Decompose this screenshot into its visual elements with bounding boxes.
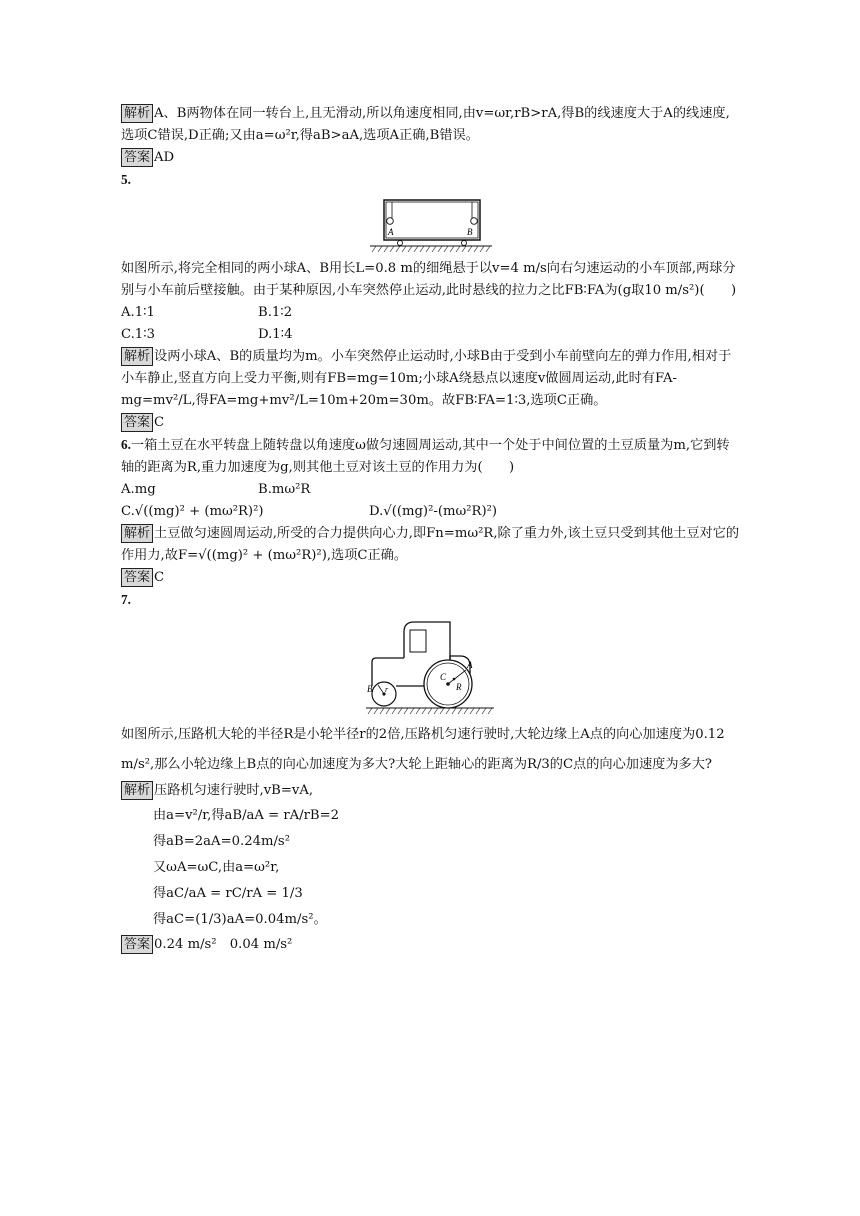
q6-analysis [121, 523, 741, 567]
q6-stem: 一箱土豆在水平转盘上随转盘以角速度ω做匀速圆周运动,其中一个处于中间位置的土豆质量为m,它到转轴的距离为R,重力加速度为g,则其他土豆对该土豆的作用力为( ) [121, 438, 730, 475]
analysis-tag: 解析 [121, 781, 153, 800]
q5-answer [121, 412, 741, 434]
q5-answer-text: C [154, 415, 165, 430]
cart-diagram [366, 196, 496, 254]
roller-label-b: B [367, 684, 373, 694]
analysis-tag: 解析 [121, 524, 153, 543]
q6-options-row2 [121, 501, 741, 523]
roller-label-c: C [440, 672, 447, 682]
analysis-tag: 解析 [121, 347, 153, 366]
q7-analysis [121, 780, 741, 802]
roller-diagram [366, 616, 496, 716]
q5-number: 5. [121, 172, 131, 187]
q7-step-1: 由a=v²/r,得aB/aA = rA/rB=2 [153, 808, 340, 823]
q5-analysis [121, 346, 741, 412]
q6-text [121, 434, 741, 479]
q7-step-4: 得aC/aA = rC/rA = 1/3 [153, 886, 303, 901]
q6-option-d: D.√((mg)²-(mω²R)²) [369, 504, 498, 519]
q7-answer-text: 0.24 m/s² 0.04 m/s² [154, 937, 293, 952]
q6-options-row1 [121, 479, 741, 501]
cart-label-b: B [467, 227, 473, 237]
roller-label-big-r: R [456, 682, 462, 692]
q5-option-a: A.1∶1 [121, 305, 155, 320]
q5-options-row2 [121, 324, 741, 346]
ball-a [387, 218, 394, 225]
q4-analysis [121, 103, 741, 147]
q5-text: 如图所示,将完全相同的两小球A、B用长L=0.8 m的细绳悬于以v=4 m/s向右匀速运动的小车顶部,两球分别与小车前后壁接触。由于某种原因,小车突然停止运动,此时悬线的拉力之比FB∶FA为(g取10 m/s²)( ) [121, 261, 737, 298]
document-page [121, 103, 741, 956]
q6-answer-text: C [154, 570, 165, 585]
q5-options-row1 [121, 302, 741, 324]
answer-tag: 答案 [121, 413, 153, 432]
q5-analysis-text: 设两小球A、B的质量均为m。小车突然停止运动时,小球B由于受到小车前壁向左的弹力作用,相对于小车静止,竖直方向上受力平衡,则有FB=mg=10m;小球A绕悬点以速度v做圆周运动,此时有FA-mg=mv²/L,得FA=mg+mv²/L=10m+20m=30m。故FB∶FA=1∶3,选项C正确。 [121, 349, 732, 408]
q4-answer [121, 147, 741, 169]
answer-tag: 答案 [121, 935, 153, 954]
q5-option-d: D.1∶4 [258, 327, 293, 342]
q6-number: 6. [121, 437, 131, 452]
q6-option-b: B.mω²R [258, 482, 311, 497]
answer-tag: 答案 [121, 148, 153, 167]
ball-b [471, 218, 478, 225]
q7-text: 如图所示,压路机大轮的半径R是小轮半径r的2倍,压路机匀速行驶时,大轮边缘上A点的向心加速度为0.12 m/s²,那么小轮边缘上B点的向心加速度为多大?大轮上距轴心的距离为R/3的C点的向心加速度为多大? [121, 727, 725, 772]
analysis-tag: 解析 [121, 104, 153, 123]
q5-option-b: B.1∶2 [258, 305, 293, 320]
q7-step-2: 得aB=2aA=0.24m/s² [153, 834, 290, 849]
q7-step-3: 又ωA=ωC,由a=ω²r, [153, 860, 280, 875]
roller-label-r: r [385, 685, 389, 694]
q6-option-a: A.mg [121, 482, 156, 497]
q6-analysis-text: 土豆做匀速圆周运动,所受的合力提供向心力,即Fn=mω²R,除了重力外,该土豆只受到其他土豆对它的作用力,故F=√((mg)² + (mω²R)²),选项C正确。 [121, 526, 740, 563]
q4-answer-text: AD [154, 150, 175, 165]
q4-analysis-text: A、B两物体在同一转台上,且无滑动,所以角速度相同,由v=ωr,rB>rA,得B的线速度大于A的线速度,选项C错误,D正确;又由a=ω²r,得aB>aA,选项A正确,B错误。 [121, 106, 730, 143]
answer-tag: 答案 [121, 568, 153, 587]
q7-answer [121, 934, 741, 956]
q7-step-5: 得aC=(1/3)aA=0.04m/s²。 [153, 912, 327, 927]
roller-figure [121, 616, 741, 716]
q6-answer [121, 567, 741, 589]
q7-analysis-lead: 压路机匀速行驶时,vB=vA, [154, 783, 314, 798]
cart-figure [121, 196, 741, 254]
q7-number: 7. [121, 592, 131, 607]
q5-option-c: C.1∶3 [121, 327, 156, 342]
cart-label-a: A [388, 227, 394, 237]
roller-label-a: A [467, 660, 473, 670]
q6-option-c: C.√((mg)² + (mω²R)²) [121, 504, 264, 519]
